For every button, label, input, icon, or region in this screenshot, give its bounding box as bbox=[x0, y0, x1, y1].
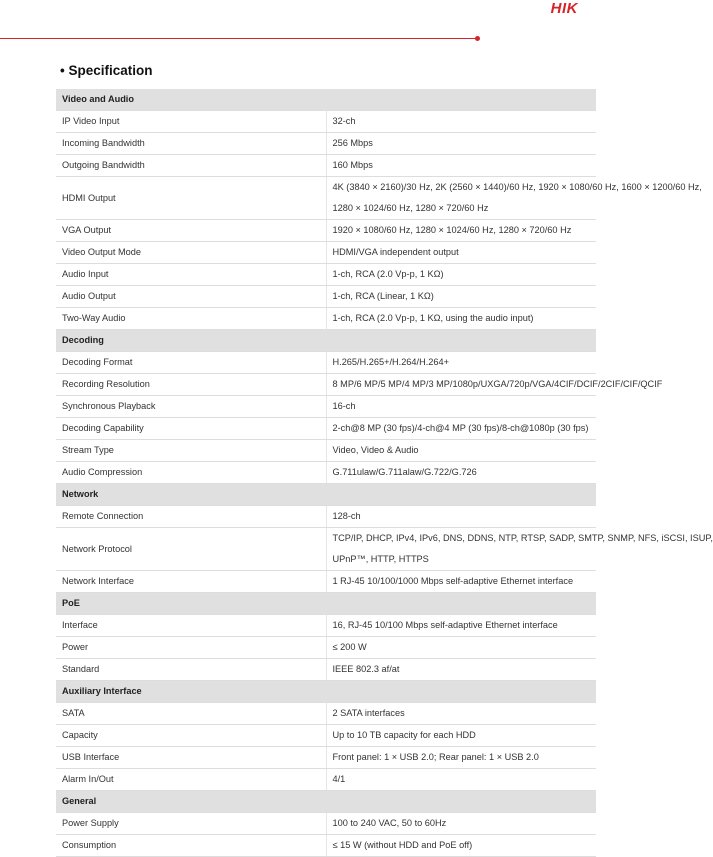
spec-value-line: ≤ 15 W (without HDD and PoE off) bbox=[332, 840, 473, 850]
spec-value-line: 256 Mbps bbox=[332, 138, 373, 148]
spec-value bbox=[326, 286, 596, 308]
spec-value-line: 1 RJ-45 10/100/1000 Mbps self-adaptive Ethernet interface bbox=[332, 576, 574, 586]
spec-value-line: 16-ch bbox=[332, 401, 356, 411]
section-header bbox=[56, 681, 596, 703]
spec-label: Capacity bbox=[56, 725, 326, 747]
spec-label: Network Interface bbox=[56, 571, 326, 593]
header-divider bbox=[0, 38, 476, 39]
section-header bbox=[56, 593, 596, 615]
spec-label: Decoding Capability bbox=[56, 418, 326, 440]
spec-label: Consumption bbox=[56, 835, 326, 857]
spec-value-line: UPnP™, HTTP, HTTPS bbox=[332, 554, 429, 564]
spec-value bbox=[326, 133, 596, 155]
spec-row bbox=[56, 528, 596, 571]
section-title: Decoding bbox=[56, 330, 596, 352]
spec-label: HDMI Output bbox=[56, 177, 326, 220]
spec-value bbox=[326, 111, 596, 133]
spec-row bbox=[56, 396, 596, 418]
header-divider-dot bbox=[475, 36, 480, 41]
spec-value-line: 2 SATA interfaces bbox=[332, 708, 405, 718]
page-title: • Specification bbox=[60, 63, 153, 78]
spec-value bbox=[326, 813, 596, 835]
spec-value-line: 160 Mbps bbox=[332, 160, 373, 170]
spec-label: Video Output Mode bbox=[56, 242, 326, 264]
spec-row bbox=[56, 747, 596, 769]
spec-value bbox=[326, 703, 596, 725]
spec-label: Network Protocol bbox=[56, 528, 326, 571]
spec-value bbox=[326, 264, 596, 286]
spec-value-line: ≤ 200 W bbox=[332, 642, 367, 652]
spec-value bbox=[326, 418, 596, 440]
spec-value bbox=[326, 747, 596, 769]
spec-row bbox=[56, 725, 596, 747]
brand-logo: HIK bbox=[550, 0, 578, 17]
spec-label: Alarm In/Out bbox=[56, 769, 326, 791]
spec-row bbox=[56, 813, 596, 835]
spec-label: USB Interface bbox=[56, 747, 326, 769]
spec-value bbox=[326, 725, 596, 747]
spec-row bbox=[56, 462, 596, 484]
spec-value-line: HDMI/VGA independent output bbox=[332, 247, 459, 257]
spec-value-line: 32-ch bbox=[332, 116, 356, 126]
spec-value bbox=[326, 528, 713, 571]
spec-value bbox=[326, 506, 596, 528]
spec-value-line: Front panel: 1 × USB 2.0; Rear panel: 1 × USB 2.0 bbox=[332, 752, 539, 762]
spec-value-line: G.711ulaw/G.711alaw/G.722/G.726 bbox=[332, 467, 477, 477]
spec-label: Outgoing Bandwidth bbox=[56, 155, 326, 177]
spec-row bbox=[56, 352, 596, 374]
spec-row bbox=[56, 659, 596, 681]
section-header bbox=[56, 484, 596, 506]
specification-table bbox=[56, 89, 713, 857]
section-title: Video and Audio bbox=[56, 89, 596, 111]
spec-label: Two-Way Audio bbox=[56, 308, 326, 330]
spec-value-line: 1920 × 1080/60 Hz, 1280 × 1024/60 Hz, 1280 × 720/60 Hz bbox=[332, 225, 572, 235]
spec-row bbox=[56, 286, 596, 308]
spec-value-line: 2-ch@8 MP (30 fps)/4-ch@4 MP (30 fps)/8-ch@1080p (30 fps) bbox=[332, 423, 589, 433]
spec-value bbox=[326, 637, 596, 659]
spec-row bbox=[56, 264, 596, 286]
spec-label: Decoding Format bbox=[56, 352, 326, 374]
spec-value-line: 1-ch, RCA (2.0 Vp-p, 1 KΩ) bbox=[332, 269, 444, 279]
spec-value bbox=[326, 352, 596, 374]
section-title: General bbox=[56, 791, 596, 813]
spec-value-line: 100 to 240 VAC, 50 to 60Hz bbox=[332, 818, 447, 828]
spec-label: Recording Resolution bbox=[56, 374, 326, 396]
spec-value-line: 4/1 bbox=[332, 774, 346, 784]
spec-label: Synchronous Playback bbox=[56, 396, 326, 418]
spec-row bbox=[56, 703, 596, 725]
section-title: Auxiliary Interface bbox=[56, 681, 596, 703]
spec-label: SATA bbox=[56, 703, 326, 725]
section-title: PoE bbox=[56, 593, 596, 615]
spec-label: Remote Connection bbox=[56, 506, 326, 528]
section-header bbox=[56, 330, 596, 352]
spec-row bbox=[56, 506, 596, 528]
spec-value-line: 1-ch, RCA (2.0 Vp-p, 1 KΩ, using the audio input) bbox=[332, 313, 534, 323]
spec-label: Audio Compression bbox=[56, 462, 326, 484]
spec-value-line: H.265/H.265+/H.264/H.264+ bbox=[332, 357, 449, 367]
spec-value bbox=[326, 440, 596, 462]
spec-row bbox=[56, 133, 596, 155]
spec-value bbox=[326, 571, 596, 593]
spec-value bbox=[326, 835, 596, 857]
spec-row bbox=[56, 242, 596, 264]
spec-row bbox=[56, 374, 596, 396]
spec-value-line: 8 MP/6 MP/5 MP/4 MP/3 MP/1080p/UXGA/720p/VGA/4CIF/DCIF/2CIF/CIF/QCIF bbox=[332, 379, 663, 389]
spec-label: Standard bbox=[56, 659, 326, 681]
spec-value bbox=[326, 769, 596, 791]
spec-value-line: 4K (3840 × 2160)/30 Hz, 2K (2560 × 1440)/60 Hz, 1920 × 1080/60 Hz, 1600 × 1200/60 Hz, bbox=[332, 182, 702, 192]
spec-value-line: Up to 10 TB capacity for each HDD bbox=[332, 730, 476, 740]
spec-row bbox=[56, 220, 596, 242]
spec-label: Audio Output bbox=[56, 286, 326, 308]
spec-row bbox=[56, 308, 596, 330]
spec-row bbox=[56, 440, 596, 462]
spec-row bbox=[56, 637, 596, 659]
spec-value-line: IEEE 802.3 af/at bbox=[332, 664, 400, 674]
spec-value-line: 16, RJ-45 10/100 Mbps self-adaptive Ethernet interface bbox=[332, 620, 558, 630]
spec-value bbox=[326, 177, 702, 220]
spec-label: Interface bbox=[56, 615, 326, 637]
section-header bbox=[56, 89, 596, 111]
spec-value bbox=[326, 242, 596, 264]
spec-value bbox=[326, 220, 596, 242]
spec-row bbox=[56, 615, 596, 637]
section-header bbox=[56, 791, 596, 813]
spec-value bbox=[326, 396, 596, 418]
spec-label: Incoming Bandwidth bbox=[56, 133, 326, 155]
spec-row bbox=[56, 111, 596, 133]
spec-row bbox=[56, 155, 596, 177]
spec-row bbox=[56, 177, 596, 220]
spec-value-line: 1-ch, RCA (Linear, 1 KΩ) bbox=[332, 291, 434, 301]
spec-row bbox=[56, 418, 596, 440]
spec-value bbox=[326, 462, 596, 484]
spec-row bbox=[56, 571, 596, 593]
spec-value-line: 128-ch bbox=[332, 511, 361, 521]
spec-value-line: TCP/IP, DHCP, IPv4, IPv6, DNS, DDNS, NTP, RTSP, SADP, SMTP, SNMP, NFS, iSCSI, ISUP, bbox=[332, 533, 713, 543]
spec-label: Audio Input bbox=[56, 264, 326, 286]
spec-value bbox=[326, 308, 596, 330]
spec-value bbox=[326, 615, 596, 637]
spec-value bbox=[326, 374, 663, 396]
spec-value-line: 1280 × 1024/60 Hz, 1280 × 720/60 Hz bbox=[332, 203, 489, 213]
spec-label: Power bbox=[56, 637, 326, 659]
spec-label: Stream Type bbox=[56, 440, 326, 462]
spec-label: VGA Output bbox=[56, 220, 326, 242]
section-title: Network bbox=[56, 484, 596, 506]
spec-row bbox=[56, 769, 596, 791]
spec-label: Power Supply bbox=[56, 813, 326, 835]
spec-value bbox=[326, 659, 596, 681]
spec-value-line: Video, Video & Audio bbox=[332, 445, 419, 455]
spec-label: IP Video Input bbox=[56, 111, 326, 133]
spec-value bbox=[326, 155, 596, 177]
spec-row bbox=[56, 835, 596, 857]
